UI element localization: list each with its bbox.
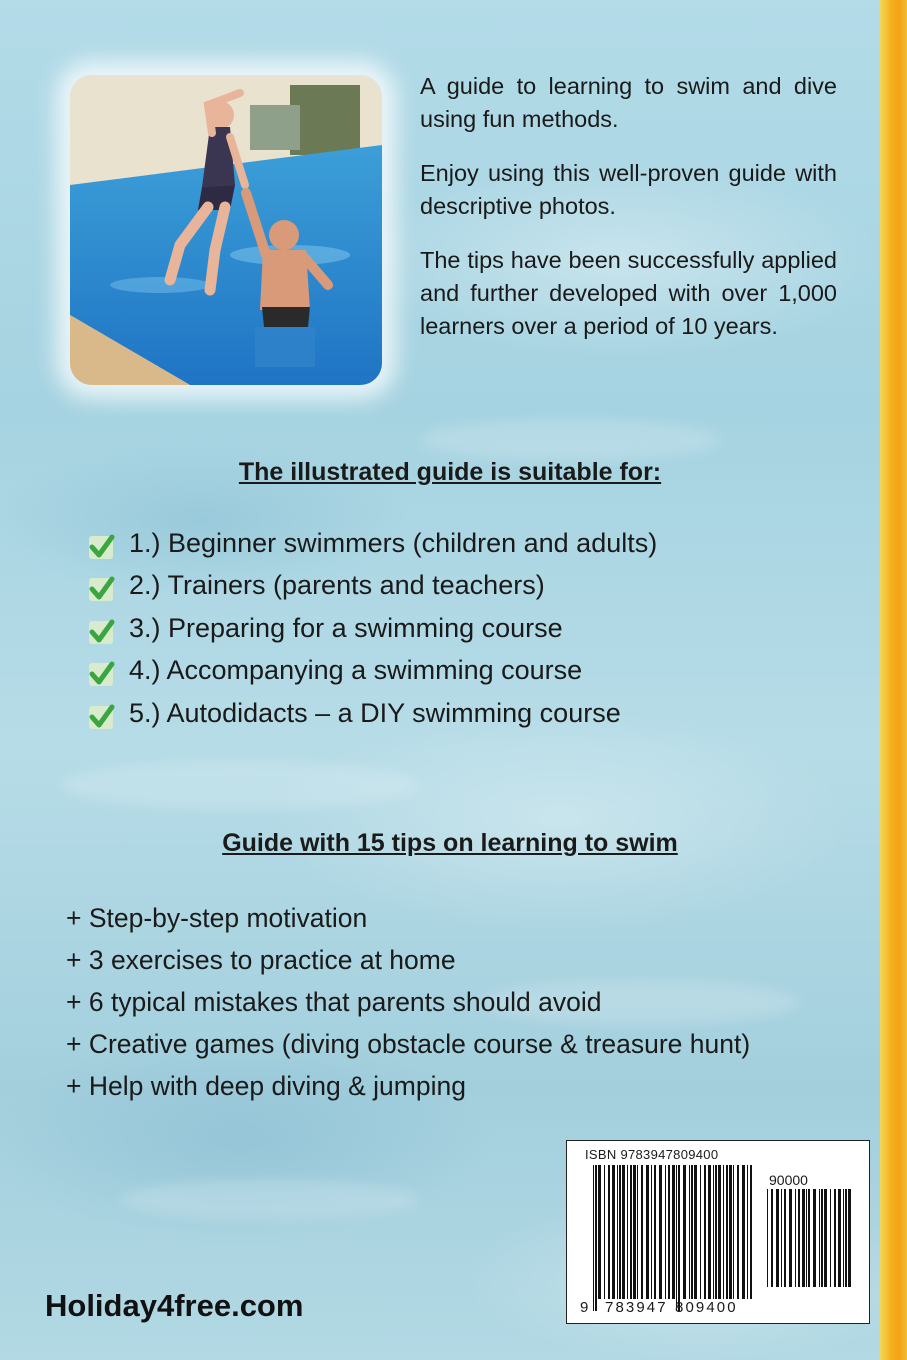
barcode-bar <box>612 1165 615 1299</box>
barcode-bar <box>619 1165 621 1299</box>
list-item-text: 1.) Beginner swimmers (children and adults) <box>129 527 658 558</box>
book-spine-edge <box>880 0 907 1360</box>
barcode-bar <box>838 1189 841 1287</box>
barcode-bar <box>798 1189 800 1287</box>
barcode-bar <box>604 1165 605 1299</box>
tips-list <box>66 897 750 1108</box>
addon-barcode-bars <box>767 1189 851 1299</box>
list-item-text: 2.) Trainers (parents and teachers) <box>129 570 545 601</box>
barcode-bar <box>676 1165 677 1311</box>
barcode-bar <box>641 1165 643 1299</box>
barcode-bar <box>848 1189 851 1287</box>
barcode-bar <box>691 1165 693 1299</box>
barcode-bar <box>771 1189 773 1287</box>
barcode-bar <box>767 1189 768 1287</box>
intro-paragraph: A guide to learning to swim and dive using fun methods. <box>420 73 837 132</box>
suitable-for-list <box>88 522 657 735</box>
barcode-bar <box>789 1189 792 1287</box>
barcode-bar <box>806 1189 807 1287</box>
barcode-bar <box>622 1165 625 1299</box>
green-checkmark-icon <box>88 660 115 687</box>
barcode-bar <box>843 1189 844 1287</box>
barcode-bar <box>689 1165 690 1299</box>
isbn-label: ISBN 9783947809400 <box>585 1147 719 1162</box>
list-item <box>88 522 657 565</box>
barcode-bar <box>737 1165 739 1299</box>
barcode-first-digit: 9 <box>580 1299 589 1316</box>
website-url: Holiday4free.com <box>45 1288 304 1323</box>
barcode-bars <box>593 1165 757 1311</box>
water-ripple <box>420 420 720 460</box>
barcode-bar <box>733 1165 734 1299</box>
list-item <box>88 565 657 608</box>
list-item-text: 5.) Autodidacts – a DIY swimming course <box>129 697 621 728</box>
intro-paragraph: Enjoy using this well-proven guide with descriptive photos. <box>420 160 837 219</box>
intro-paragraph: The tips have been successfully applied and further developed with over 1,000 learners over a period of 10 years. <box>420 247 837 339</box>
barcode-bar <box>593 1165 594 1311</box>
barcode-bar <box>802 1189 805 1287</box>
barcode-bar <box>654 1165 656 1299</box>
list-item: + Help with deep diving & jumping <box>66 1071 466 1102</box>
barcode-bar <box>718 1165 721 1299</box>
barcode-bar <box>700 1165 701 1299</box>
barcode-bar <box>630 1165 632 1299</box>
barcode-bar <box>784 1189 786 1287</box>
barcode-bar <box>627 1165 628 1299</box>
barcode-bar <box>781 1189 782 1287</box>
barcode-bar <box>608 1165 610 1299</box>
barcode-bar <box>633 1165 636 1299</box>
barcode-bar <box>808 1189 810 1287</box>
barcode-right-digits: 809400 <box>675 1299 738 1316</box>
list-item <box>88 692 657 735</box>
barcode-bar <box>742 1165 745 1299</box>
barcode-bar <box>834 1189 836 1287</box>
price-code: 90000 <box>769 1172 808 1188</box>
barcode-bar <box>830 1189 831 1287</box>
barcode-bar <box>637 1165 638 1299</box>
barcode-bar <box>598 1165 601 1299</box>
barcode-bar <box>672 1165 675 1299</box>
green-checkmark-icon <box>88 703 115 730</box>
water-ripple <box>60 760 420 810</box>
barcode-bar <box>723 1165 724 1299</box>
barcode-bar <box>646 1165 649 1299</box>
green-checkmark-icon <box>88 618 115 645</box>
barcode-bar <box>595 1165 597 1311</box>
barcode-bar <box>694 1165 697 1299</box>
barcode-bar <box>683 1165 686 1299</box>
barcode-bar <box>729 1165 732 1299</box>
barcode-bar <box>659 1165 662 1299</box>
barcode-bar <box>708 1165 711 1299</box>
tips-heading: Guide with 15 tips on learning to swim <box>222 829 678 857</box>
barcode-bar <box>795 1189 796 1287</box>
barcode-bar <box>824 1189 827 1287</box>
isbn-barcode <box>566 1140 870 1324</box>
green-checkmark-icon <box>88 533 115 560</box>
barcode-bar <box>665 1165 666 1299</box>
barcode-bar <box>747 1165 748 1299</box>
barcode-bar <box>668 1165 670 1299</box>
barcode-bar <box>704 1165 706 1299</box>
barcode-bar <box>821 1189 823 1287</box>
suitable-for-heading: The illustrated guide is suitable for: <box>238 458 662 486</box>
barcode-bar <box>617 1165 618 1299</box>
barcode-bar <box>813 1189 816 1287</box>
list-item: + Creative games (diving obstacle course & treasure hunt) <box>66 1029 751 1060</box>
green-checkmark-icon <box>88 575 115 602</box>
barcode-bar <box>713 1165 714 1299</box>
list-item-text: 4.) Accompanying a swimming course <box>129 655 583 686</box>
barcode-bar <box>726 1165 728 1299</box>
list-item-text: 3.) Preparing for a swimming course <box>129 612 563 643</box>
intro-text <box>420 70 837 364</box>
barcode-bar <box>776 1189 779 1287</box>
list-item <box>88 607 657 650</box>
barcode-bar <box>845 1189 847 1287</box>
swimming-pool-photo <box>70 75 382 385</box>
list-item: + 6 typical mistakes that parents should avoid <box>66 986 602 1017</box>
list-item <box>88 650 657 693</box>
water-ripple <box>120 1180 420 1220</box>
barcode-bar <box>715 1165 717 1299</box>
barcode-bar <box>819 1189 820 1287</box>
list-item: + Step-by-step motivation <box>66 902 368 933</box>
barcode-bar <box>678 1165 680 1311</box>
list-item: + 3 exercises to practice at home <box>66 944 456 975</box>
barcode-left-digits: 783947 <box>605 1299 668 1316</box>
barcode-bar <box>750 1165 752 1299</box>
barcode-bar <box>651 1165 652 1299</box>
